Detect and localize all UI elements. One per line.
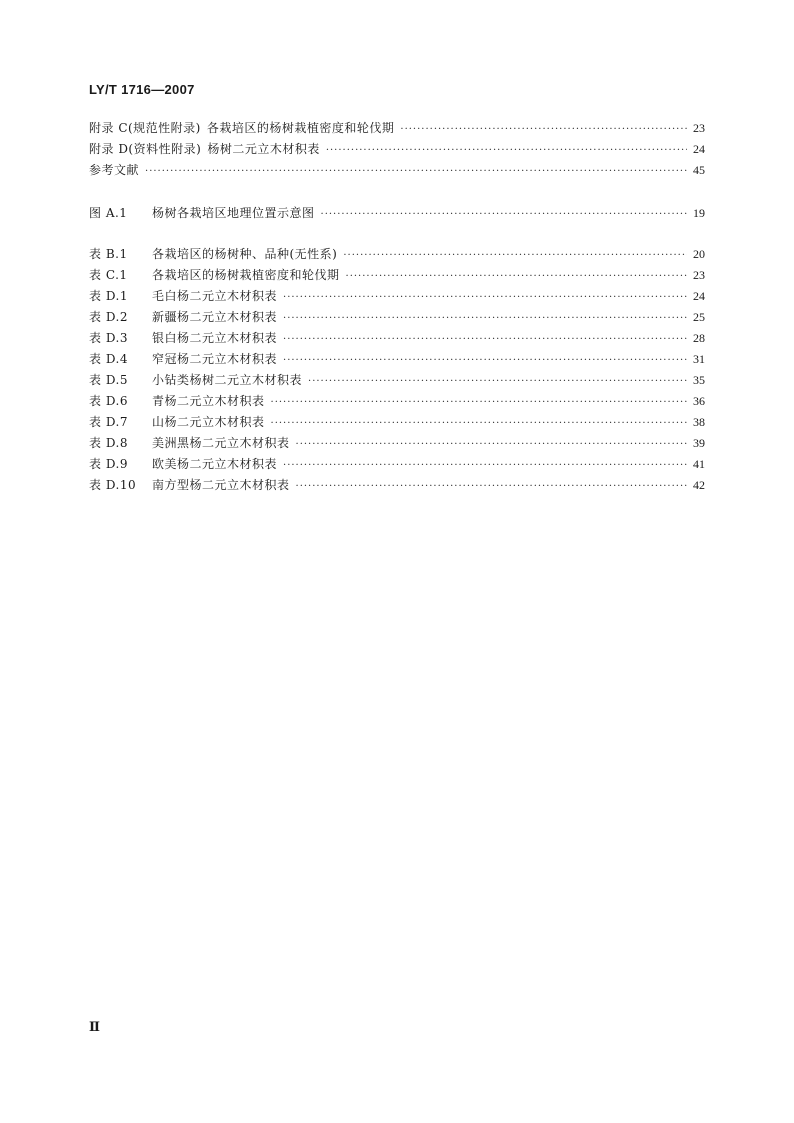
toc-entry-title: 银白杨二元立木材积表	[152, 331, 278, 345]
toc-entry-page: 35	[693, 373, 705, 387]
toc-entry-page: 25	[693, 310, 705, 324]
toc-entry-label	[89, 454, 277, 475]
toc-entry[interactable]	[89, 370, 705, 391]
toc-entry-page: 31	[693, 352, 705, 366]
toc-entry-number: 表 D.10	[89, 478, 137, 492]
toc-entry[interactable]	[89, 118, 705, 139]
dot-leader	[283, 308, 687, 329]
toc-entry-title: 山杨二元立木材积表	[152, 415, 265, 429]
toc-entry[interactable]	[89, 475, 705, 496]
toc-entry[interactable]	[89, 160, 705, 181]
toc-entry-title: 毛白杨二元立木材积表	[152, 289, 278, 303]
toc-table-group	[89, 244, 705, 496]
toc-entry-title: 各栽培区的杨树栽植密度和轮伐期	[152, 268, 340, 282]
dot-leader	[343, 245, 687, 266]
toc-figure-group	[89, 203, 705, 224]
toc-entry[interactable]	[89, 307, 705, 328]
toc-entry-number: 图 A.1	[89, 206, 128, 220]
toc-entry-label	[89, 433, 290, 454]
dot-leader	[283, 455, 687, 476]
toc-entry-page: 45	[693, 163, 705, 177]
toc-entry-label	[89, 475, 290, 496]
toc-entry-title: 参考文献	[89, 163, 140, 177]
toc-entry-page: 41	[693, 457, 705, 471]
document-code: LY/T 1716—2007	[89, 82, 195, 97]
toc-entry-label	[89, 412, 265, 433]
toc-entry-page: 23	[693, 121, 705, 135]
toc-entry-page: 20	[693, 247, 705, 261]
toc-entry[interactable]	[89, 349, 705, 370]
dot-leader	[296, 434, 687, 455]
toc-entry-label	[89, 286, 277, 307]
toc-entry-label	[89, 307, 277, 328]
toc-entry-number: 表 D.2	[89, 310, 128, 324]
dot-leader	[283, 329, 687, 350]
toc-entry-title: 杨树二元立木材积表	[207, 142, 320, 156]
toc-entry-title: 各栽培区的杨树栽植密度和轮伐期	[206, 121, 395, 135]
toc-entry[interactable]	[89, 265, 705, 286]
toc-entry-title: 欧美杨二元立木材积表	[152, 457, 278, 471]
toc-entry-number: 表 B.1	[89, 247, 128, 261]
dot-leader	[283, 287, 687, 308]
toc-entry-title: 青杨二元立木材积表	[152, 394, 265, 408]
dot-leader	[321, 204, 687, 225]
toc-entry-label	[89, 203, 315, 224]
toc-entry-label	[89, 370, 302, 391]
toc-entry-page: 38	[693, 415, 705, 429]
toc-entry-title: 窄冠杨二元立木材积表	[152, 352, 278, 366]
dot-leader	[283, 350, 687, 371]
toc-entry-title: 各栽培区的杨树种、品种(无性系)	[152, 247, 338, 261]
toc-entry-number: 表 D.6	[89, 394, 128, 408]
toc-entry-title: 小钻类杨树二元立木材积表	[152, 373, 303, 387]
toc-entry-number: 表 D.9	[89, 457, 128, 471]
toc-entry[interactable]	[89, 433, 705, 454]
toc-entry[interactable]	[89, 244, 705, 265]
dot-leader	[308, 371, 687, 392]
toc-entry[interactable]	[89, 391, 705, 412]
dot-leader	[145, 161, 687, 182]
toc-entry-number: 表 D.1	[89, 289, 128, 303]
page-number: Ⅱ	[89, 1019, 100, 1034]
toc-entry-label	[89, 328, 277, 349]
toc-entry-page: 24	[693, 289, 705, 303]
toc-entry-number: 附录 D(资料性附录)	[89, 142, 202, 156]
toc-entry-label	[89, 265, 340, 286]
toc-entry-page: 39	[693, 436, 705, 450]
toc-entry-title: 新疆杨二元立木材积表	[152, 310, 278, 324]
dot-leader	[296, 476, 687, 497]
toc-entry-number: 表 D.7	[89, 415, 128, 429]
toc-entry[interactable]	[89, 286, 705, 307]
toc-entry-number: 表 D.3	[89, 331, 128, 345]
dot-leader	[346, 266, 687, 287]
toc-entry-page: 23	[693, 268, 705, 282]
toc-entry-page: 24	[693, 142, 705, 156]
toc-entry-title: 美洲黑杨二元立木材积表	[152, 436, 290, 450]
dot-leader	[400, 119, 687, 140]
toc-entry-label	[89, 391, 265, 412]
toc-entry-page: 28	[693, 331, 705, 345]
toc-entry-title: 杨树各栽培区地理位置示意图	[152, 206, 315, 220]
dot-leader	[271, 413, 687, 434]
toc-entry-label	[89, 139, 320, 160]
toc-entry-title: 南方型杨二元立木材积表	[152, 478, 290, 492]
toc-entry-page: 19	[693, 206, 705, 220]
toc-entry-number: 表 D.4	[89, 352, 128, 366]
toc-entry-page: 36	[693, 394, 705, 408]
toc-entry-label	[89, 244, 337, 265]
toc-entry[interactable]	[89, 412, 705, 433]
toc-entry-label	[89, 160, 139, 181]
toc-entry[interactable]	[89, 454, 705, 475]
toc-entry[interactable]	[89, 203, 705, 224]
toc-appendix-group	[89, 118, 705, 181]
toc-entry-number: 表 D.5	[89, 373, 128, 387]
toc-entry-number: 附录 C(规范性附录)	[89, 121, 201, 135]
toc-entry[interactable]	[89, 139, 705, 160]
toc-entry-number: 表 C.1	[89, 268, 128, 282]
dot-leader	[271, 392, 687, 413]
toc-entry-page: 42	[693, 478, 705, 492]
toc-entry-label	[89, 349, 277, 370]
dot-leader	[326, 140, 687, 161]
toc-entry-label	[89, 118, 394, 139]
toc-entry-number: 表 D.8	[89, 436, 128, 450]
toc-entry[interactable]	[89, 328, 705, 349]
